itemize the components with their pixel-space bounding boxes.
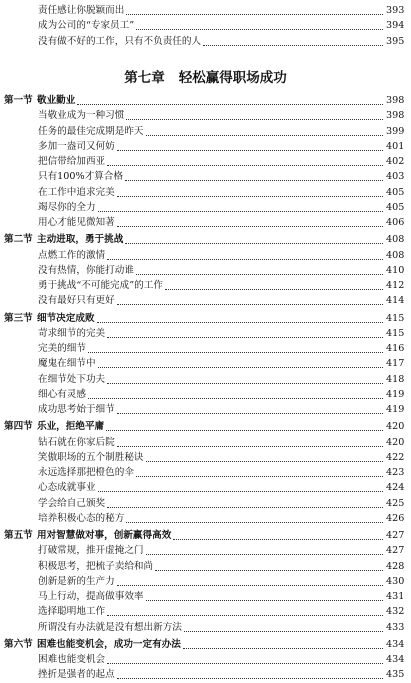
toc-entry-row[interactable] <box>0 356 411 372</box>
entry-title: 创新是新的生产力 <box>38 575 115 587</box>
dot-leader <box>146 135 383 136</box>
page-number: 394 <box>386 20 405 32</box>
dot-leader <box>117 413 383 414</box>
page-number: 405 <box>386 186 405 198</box>
entry-title: 用心才能见微知著 <box>38 217 115 228</box>
page-number: 419 <box>386 388 405 400</box>
section-title: 用对智慧做对事，创新赢得高效 <box>37 530 172 541</box>
dot-leader <box>183 648 383 649</box>
page-number: 399 <box>386 125 405 137</box>
toc-entry-row[interactable] <box>0 278 411 294</box>
entry-title: 多加一盎司又何妨 <box>38 140 115 152</box>
section-number: 第三节 <box>4 312 33 324</box>
toc-entry-row[interactable] <box>0 3 411 19</box>
entry-title: 成功思考始于细节 <box>38 404 115 415</box>
toc-entry-row[interactable] <box>0 169 411 185</box>
entry-title: 任务的最佳完成期是昨天 <box>38 125 144 137</box>
toc-section-row[interactable] <box>0 637 411 653</box>
dot-leader <box>146 461 383 462</box>
page-number: 405 <box>386 201 405 213</box>
page-number: 401 <box>386 140 405 152</box>
dot-leader <box>117 585 383 586</box>
toc-entry-row[interactable] <box>0 18 411 34</box>
dot-leader <box>106 430 383 431</box>
section-number: 第五节 <box>4 530 33 541</box>
dot-leader <box>98 367 383 368</box>
toc-entry-row[interactable] <box>0 402 411 418</box>
entry-title: 积极思考，把梳子卖给和尚 <box>38 560 154 572</box>
entry-title: 竭尽你的全力 <box>38 201 96 213</box>
section-number: 第一节 <box>4 95 33 106</box>
dot-leader <box>126 119 383 120</box>
dot-leader <box>107 507 383 508</box>
page-number: 398 <box>386 95 405 106</box>
dot-leader <box>125 243 383 244</box>
toc-entry-row[interactable] <box>0 108 411 124</box>
dot-leader <box>88 352 383 353</box>
dot-leader <box>146 554 383 555</box>
section-number: 第六节 <box>4 638 33 650</box>
toc-entry-row[interactable] <box>0 604 411 620</box>
section-heading <box>4 232 284 248</box>
chapter-heading <box>0 66 411 86</box>
page-number: 415 <box>386 312 405 324</box>
toc-entry-row[interactable] <box>0 574 411 590</box>
page-number: 398 <box>386 110 405 122</box>
page-number: 432 <box>386 606 405 618</box>
page-number: 428 <box>386 560 405 572</box>
page-number: 427 <box>386 545 405 557</box>
entry-title: 成为公司的“专家员工” <box>38 20 135 32</box>
toc-entry-row[interactable] <box>0 200 411 216</box>
section-number: 第二节 <box>4 234 33 246</box>
entry-title: 细心有灵感 <box>38 388 86 400</box>
entry-title: 永远选择那把橙色的伞 <box>38 467 134 478</box>
dot-leader <box>155 570 383 571</box>
page-number: 420 <box>386 436 405 448</box>
dot-leader <box>203 45 383 46</box>
dot-leader <box>146 600 383 601</box>
entry-title: 苛求细节的完美 <box>38 327 106 339</box>
toc-entry-row[interactable] <box>0 326 411 342</box>
chapter-title: 轻松赢得职场成功 <box>178 70 287 86</box>
dot-leader <box>107 663 383 664</box>
dot-leader <box>107 259 383 260</box>
page-number: 414 <box>386 295 405 307</box>
entry-title: 责任感让你脱颖而出 <box>38 5 125 16</box>
toc-entry-row[interactable] <box>0 511 411 527</box>
entry-title: 魔鬼在细节中 <box>38 358 96 370</box>
dot-leader <box>107 383 383 384</box>
entry-title: 只有100%才算合格 <box>38 171 123 183</box>
dot-leader <box>117 304 383 305</box>
entry-title: 困难也能变机会 <box>38 654 106 665</box>
dot-leader <box>117 226 383 227</box>
page-number: 434 <box>386 638 405 650</box>
page-number: 433 <box>386 621 405 633</box>
toc-entry-row[interactable] <box>0 263 411 279</box>
entry-title: 勇于挑战“不可能完成”的工作 <box>38 280 163 291</box>
toc-entry-row[interactable] <box>0 465 411 481</box>
toc-entry-row[interactable] <box>0 559 411 575</box>
section-heading <box>4 528 284 544</box>
toc-entry-row[interactable] <box>0 139 411 155</box>
entry-title: 挫折是强者的起点 <box>38 669 115 681</box>
page-number: 422 <box>386 451 405 463</box>
page-number: 410 <box>386 264 405 276</box>
dot-leader <box>173 539 383 540</box>
toc-entry-row[interactable] <box>0 450 411 466</box>
dot-leader <box>107 337 383 338</box>
dot-leader <box>97 322 383 323</box>
dot-leader <box>117 678 383 679</box>
toc-entry-row[interactable] <box>0 620 411 636</box>
entry-title: 没有最好只有更好 <box>38 295 115 307</box>
page-number: 420 <box>386 421 405 433</box>
dot-leader <box>117 196 383 197</box>
entry-title: 没有热情，你能打动谁 <box>38 264 134 276</box>
dot-leader <box>88 398 383 399</box>
dot-leader <box>125 180 383 181</box>
toc-section-row[interactable] <box>0 419 411 435</box>
page-number: 434 <box>386 654 405 665</box>
dot-leader <box>98 491 383 492</box>
entry-title: 培养积极心态的秘方 <box>38 512 125 524</box>
entry-title: 所谓没有办法就是没有想出新方法 <box>38 621 182 633</box>
entry-title: 在工作中追求完美 <box>38 186 115 198</box>
page-number: 403 <box>386 171 405 183</box>
page-number: 415 <box>386 327 405 339</box>
page-number: 425 <box>386 497 405 509</box>
toc-section-row[interactable] <box>0 232 411 248</box>
chapter-number: 第七章 <box>124 70 165 86</box>
section-heading <box>4 419 284 435</box>
page-number: 412 <box>386 280 405 291</box>
entry-title: 选择聪明地工作 <box>38 606 106 618</box>
page-number: 423 <box>386 467 405 478</box>
dot-leader <box>136 274 383 275</box>
dot-leader <box>184 631 383 632</box>
section-title: 主动进取，勇于挑战 <box>37 234 124 246</box>
toc-entry-row[interactable] <box>0 341 411 357</box>
toc-entry-row[interactable] <box>0 248 411 264</box>
section-heading <box>4 311 284 327</box>
toc-entry-row[interactable] <box>0 293 411 309</box>
toc-entry-row[interactable] <box>0 387 411 403</box>
page-number: 406 <box>386 217 405 228</box>
dot-leader <box>126 522 383 523</box>
dot-leader <box>136 29 383 30</box>
dot-leader <box>136 476 383 477</box>
dot-leader <box>165 289 383 290</box>
page-number: 395 <box>386 35 405 47</box>
toc-entry-row[interactable] <box>0 372 411 388</box>
section-title: 细节决定成败 <box>37 312 95 324</box>
dot-leader <box>117 150 383 151</box>
toc-section-row[interactable] <box>0 528 411 544</box>
toc-entry-row[interactable] <box>0 667 411 683</box>
section-heading <box>4 637 284 653</box>
page-number: 419 <box>386 404 405 415</box>
toc-section-row[interactable] <box>0 311 411 327</box>
page-number: 408 <box>386 249 405 261</box>
toc-entry-row[interactable] <box>0 215 411 231</box>
page-number: 418 <box>386 373 405 385</box>
toc-entry-row[interactable] <box>0 543 411 559</box>
entry-title: 打破常规，推开虚掩之门 <box>38 545 144 557</box>
section-heading <box>4 93 284 109</box>
section-title: 乐业，拒绝平庸 <box>37 421 105 433</box>
page-number: 408 <box>386 234 405 246</box>
page-number: 435 <box>386 669 405 681</box>
entry-title: 钻石就在你家后院 <box>38 436 115 448</box>
entry-title: 完美的细节 <box>38 343 86 354</box>
section-number: 第四节 <box>4 421 33 433</box>
entry-title: 在细节处下功夫 <box>38 373 106 385</box>
toc-entry-row[interactable] <box>0 589 411 605</box>
page-number: 424 <box>386 482 405 494</box>
entry-title: 当敬业成为一种习惯 <box>38 110 125 122</box>
dot-leader <box>98 211 383 212</box>
toc-section-row[interactable] <box>0 93 411 109</box>
page-number: 426 <box>386 512 405 524</box>
dot-leader <box>117 446 383 447</box>
page-number: 431 <box>386 591 405 602</box>
toc-entry-row[interactable] <box>0 185 411 201</box>
section-title: 敬业勤业 <box>37 95 76 106</box>
page-number: 430 <box>386 575 405 587</box>
toc-entry-row[interactable] <box>0 652 411 668</box>
toc-entry-row[interactable] <box>0 480 411 496</box>
page-number: 402 <box>386 156 405 167</box>
dot-leader <box>107 615 383 616</box>
entry-title: 点燃工作的激情 <box>38 249 106 261</box>
page-number: 416 <box>386 343 405 354</box>
dot-leader <box>77 104 383 105</box>
toc-entry-row[interactable] <box>0 34 411 50</box>
page-number: 427 <box>386 530 405 541</box>
toc-entry-row[interactable] <box>0 124 411 140</box>
toc-entry-row[interactable] <box>0 496 411 512</box>
page-number: 393 <box>386 5 405 16</box>
dot-leader <box>107 165 383 166</box>
page-number: 417 <box>386 358 405 370</box>
entry-title: 没有做不好的工作，只有不负责任的人 <box>38 35 202 47</box>
entry-title: 马上行动，提高做事效率 <box>38 591 144 602</box>
dot-leader <box>126 14 383 15</box>
entry-title: 学会给自己颁奖 <box>38 497 106 509</box>
entry-title: 笑傲职场的五个制胜秘诀 <box>38 451 144 463</box>
section-title: 困难也能变机会，成功一定有办法 <box>37 638 181 650</box>
entry-title: 心态成就事业 <box>38 482 96 494</box>
entry-title: 把信带给加西亚 <box>38 156 106 167</box>
toc-entry-row[interactable] <box>0 154 411 170</box>
toc-entry-row[interactable] <box>0 435 411 451</box>
